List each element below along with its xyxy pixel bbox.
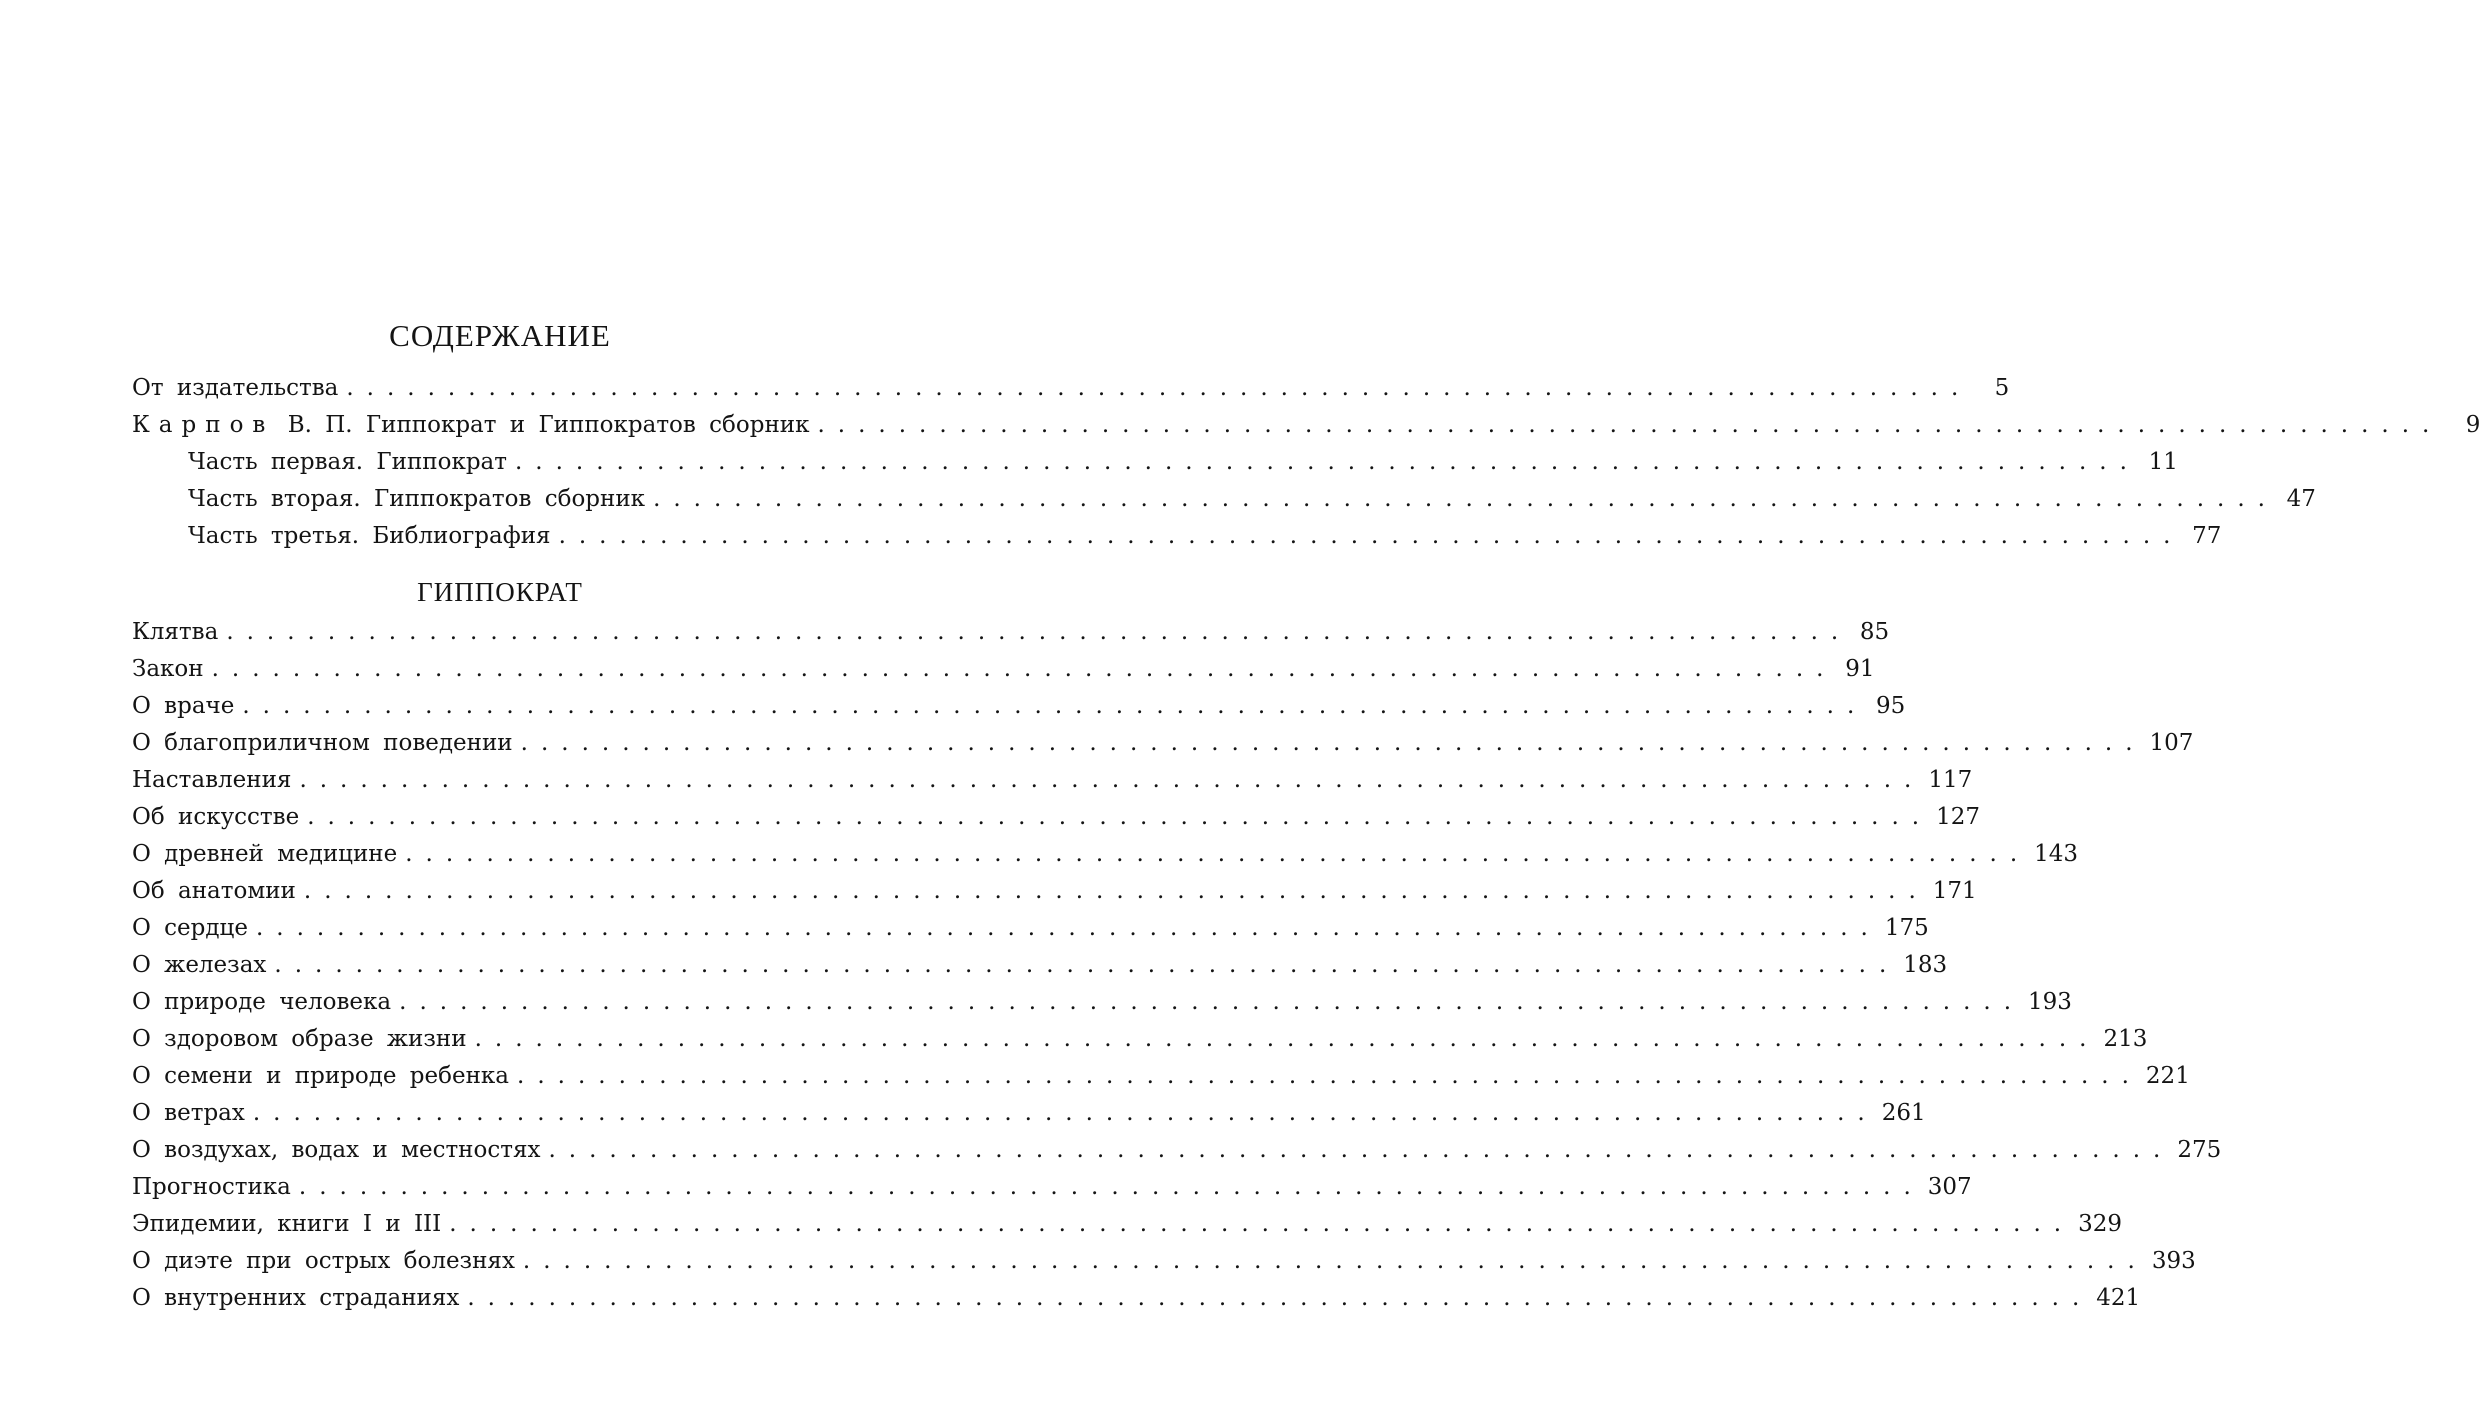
leader-dots: ................................................................................ [303, 878, 1929, 904]
toc-entry-page: 107 [2149, 730, 2194, 756]
leader-dots: ................................................................................ [405, 841, 2031, 867]
toc-entry-page: 85 [1859, 619, 1890, 645]
toc-entry-page: 193 [2028, 989, 2072, 1015]
toc-entry-page: 9 [2465, 412, 2480, 438]
toc-entry-page: 47 [2286, 486, 2316, 512]
toc-main-list [132, 614, 2222, 1317]
toc-entry [132, 1280, 2141, 1317]
leader-dots: ................................................................................ [653, 486, 2278, 512]
toc-entry-page: 183 [1903, 952, 1948, 978]
toc-intro-list [132, 370, 2480, 555]
toc-entry-page: 275 [2177, 1137, 2222, 1163]
toc-entry-title: О ветрах [132, 1100, 245, 1126]
toc-entry-title [132, 407, 809, 444]
section-heading: ГИППОКРАТ [417, 577, 583, 607]
leader-dots: ................................................................................ [548, 1137, 2174, 1163]
toc-entry-title: Часть третья. Библиография [188, 523, 551, 549]
toc-entry-page: 77 [2192, 523, 2222, 549]
leader-dots: ................................................................................ [467, 1285, 2093, 1311]
toc-entry-page: 127 [1936, 804, 1980, 830]
toc-entry-author: Карпов [132, 412, 275, 438]
toc-entry-title: Часть вторая. Гиппократов сборник [188, 486, 646, 512]
leader-dots: ................................................................................ [817, 412, 2443, 438]
toc-subentry [132, 518, 2222, 555]
contents-heading: СОДЕРЖАНИЕ [389, 318, 611, 353]
toc-entry [132, 725, 2194, 762]
toc-entry-page: 175 [1884, 915, 1929, 941]
toc-entry-title: О сердце [132, 915, 248, 941]
toc-entry [132, 836, 2079, 873]
leader-dots: ................................................................................ [558, 523, 2184, 549]
toc-entry-title: Прогностика [132, 1174, 291, 1200]
toc-entry-title: О благоприличном поведении [132, 730, 513, 756]
leader-dots: ................................................................................ [517, 1063, 2142, 1089]
toc-entry-page: 329 [2078, 1211, 2123, 1237]
toc-entry [132, 1243, 2196, 1280]
toc-entry [132, 688, 1906, 725]
toc-entry-page: 171 [1932, 878, 1977, 904]
toc-subentry [132, 481, 2316, 518]
toc-entry-page: 91 [1845, 656, 1875, 682]
toc-entry [132, 1206, 2123, 1243]
leader-dots: ................................................................................ [226, 619, 1852, 645]
toc-entry [132, 1095, 1926, 1132]
leader-dots: ................................................................................ [346, 375, 1972, 401]
toc-entry-title: О железах [132, 952, 267, 978]
toc-entry-title-rest: В. П. Гиппократ и Гиппократов сборник [287, 412, 810, 438]
toc-entry-page: 117 [1928, 767, 1973, 793]
toc-subentry [132, 444, 2178, 481]
toc-entry-title: О древней медицине [132, 841, 398, 867]
toc-entry-page: 221 [2145, 1063, 2190, 1089]
toc-entry-title: О диэте при острых болезнях [132, 1248, 515, 1274]
leader-dots: ................................................................................ [399, 989, 2025, 1015]
leader-dots: ................................................................................ [449, 1211, 2075, 1237]
toc-entry-page: 213 [2103, 1026, 2148, 1052]
toc-entry-title: Часть первая. Гиппократ [188, 449, 507, 475]
toc-entry-title: Наставления [132, 767, 292, 793]
toc-entry [132, 910, 1929, 947]
leader-dots: ................................................................................ [515, 449, 2140, 475]
leader-dots: ................................................................................ [520, 730, 2146, 756]
leader-dots: ................................................................................ [298, 1174, 1924, 1200]
leader-dots: ................................................................................ [252, 1100, 1878, 1126]
toc-entry [132, 651, 1875, 688]
toc-entry-title: Эпидемии, книги I и III [132, 1211, 442, 1237]
toc-entry [132, 1169, 1972, 1206]
toc-entry-title: О здоровом образе жизни [132, 1026, 467, 1052]
toc-entry [132, 407, 2480, 444]
toc-entry [132, 984, 2072, 1021]
toc-entry-page: 5 [1994, 375, 2010, 401]
toc-entry-title: Клятва [132, 619, 219, 645]
toc-entry-title: От издательства [132, 375, 339, 401]
toc-entry-page: 95 [1875, 693, 1906, 719]
toc-entry-page: 307 [1927, 1174, 1972, 1200]
leader-dots: ................................................................................ [242, 693, 1868, 719]
leader-dots: ................................................................................ [522, 1248, 2148, 1274]
toc-entry-page: 11 [2148, 449, 2178, 475]
toc-entry-title: О природе человека [132, 989, 392, 1015]
toc-entry [132, 1132, 2222, 1169]
toc-entry [132, 762, 1973, 799]
toc-entry [132, 947, 1948, 984]
toc-entry-page: 393 [2151, 1248, 2196, 1274]
leader-dots: ................................................................................ [307, 804, 1933, 830]
toc-entry-title: Закон [132, 656, 204, 682]
toc-entry-title: О семени и природе ребенка [132, 1063, 510, 1089]
toc-entry-title: О враче [132, 693, 235, 719]
toc-entry [132, 1058, 2190, 1095]
leader-dots: ................................................................................ [211, 656, 1837, 682]
toc-entry [132, 370, 2010, 407]
toc-entry-title: Об анатомии [132, 878, 296, 904]
toc-entry [132, 614, 1890, 651]
leader-dots: ................................................................................ [255, 915, 1881, 941]
toc-entry [132, 1021, 2148, 1058]
leader-dots: ................................................................................ [274, 952, 1900, 978]
leader-dots: ................................................................................ [474, 1026, 2100, 1052]
toc-entry-title: О внутренних страданиях [132, 1285, 460, 1311]
toc-entry [132, 873, 1977, 910]
toc-entry-page: 421 [2096, 1285, 2141, 1311]
toc-entry [132, 799, 1980, 836]
toc-entry-page: 261 [1881, 1100, 1926, 1126]
toc-entry-title: О воздухах, водах и местностях [132, 1137, 541, 1163]
toc-entry-title: Об искусстве [132, 804, 300, 830]
toc-entry-page: 143 [2034, 841, 2079, 867]
leader-dots: ................................................................................ [299, 767, 1925, 793]
